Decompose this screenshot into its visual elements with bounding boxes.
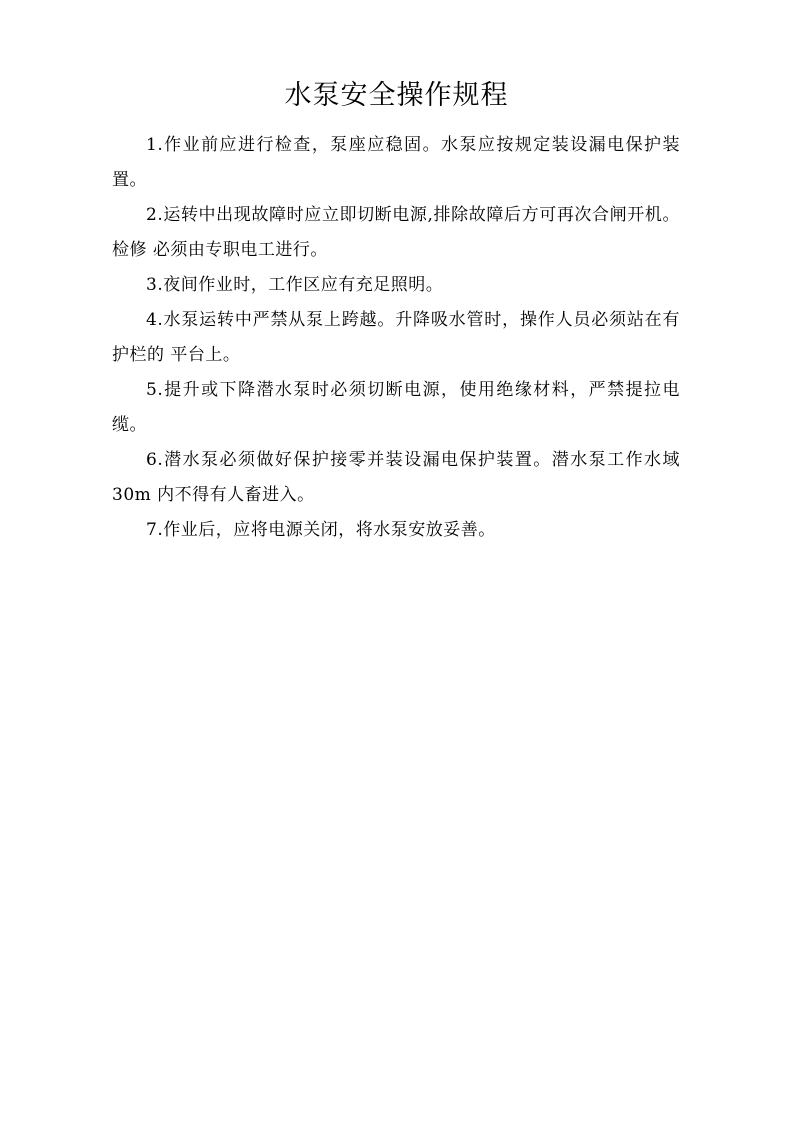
document-title: 水泵安全操作规程: [284, 80, 509, 111]
rule-paragraph-2: 2.运转中出现故障时应立即切断电源,排除故障后方可再次合闸开机。检修 必须由专职电工进行。: [112, 205, 680, 260]
rule-paragraph-7: 7.作业后，应将电源关闭，将水泵安放妥善。: [146, 520, 496, 540]
rule-paragraph-6: 6.潜水泵必须做好保护接零并装设漏电保护装置。潜水泵工作水域 30m 内不得有人畜进入。: [112, 450, 680, 505]
rule-paragraph-5: 5.提升或下降潜水泵时必须切断电源，使用绝缘材料，严禁提拉电缆。: [112, 380, 680, 435]
rule-paragraph-3: 3.夜间作业时，工作区应有充足照明。: [146, 275, 444, 295]
document-body: [112, 128, 680, 548]
rule-paragraph-1: 1.作业前应进行检查，泵座应稳固。水泵应按规定装设漏电保护装置。: [112, 135, 680, 190]
rule-paragraph-4: 4.水泵运转中严禁从泵上跨越。升降吸水管时，操作人员必须站在有护栏的 平台上。: [112, 310, 680, 365]
